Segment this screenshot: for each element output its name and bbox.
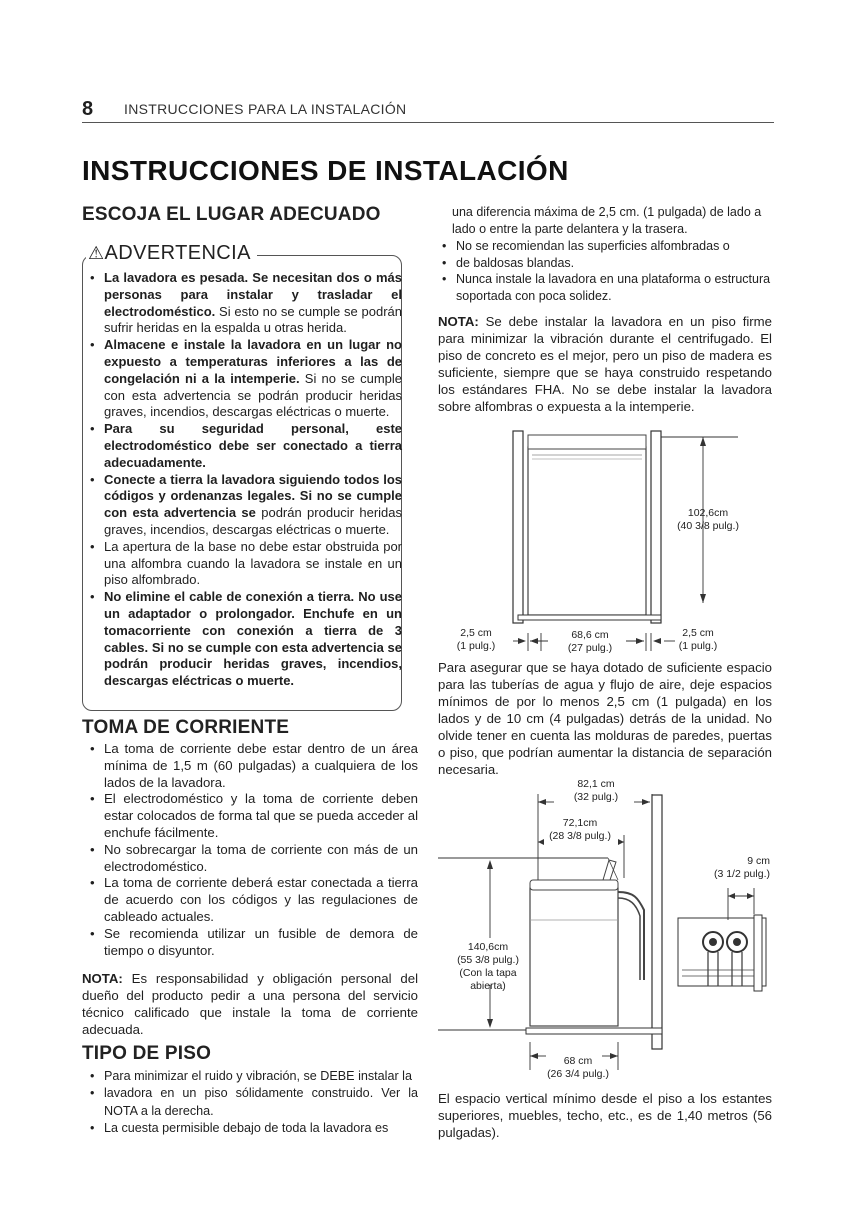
warning-heading bbox=[86, 242, 257, 265]
front-right-gap-label: 2,5 cm (1 pulg.) bbox=[678, 627, 718, 652]
vertical-space-paragraph: El espacio vertical mínimo desde el piso a los estantes superiores, muebles, techo, etc., es de 1,40 metros (56 pulgadas). bbox=[438, 1091, 772, 1140]
list-item: • La toma de corriente debe estar dentro de un área mínima de 1,5 m (60 pulgadas) a cualquiera de los lados de la lavadora. bbox=[88, 741, 418, 791]
floor-continued-text: una diferencia máxima de 2,5 cm. (1 pulgada) de lado a lado o entre la parte delantera y la trasera. bbox=[452, 205, 762, 236]
page-title: INSTRUCCIONES DE INSTALACIÓN bbox=[82, 155, 569, 186]
list-item: • La cuesta permisible debajo de toda la lavadora es bbox=[88, 1120, 418, 1137]
warning-item: • Conecte a tierra la lavadora siguiendo todos los códigos y ordenanzas legales. Si no se cumple con esta advertencia se podrán producir heridas graves, incendios, descargas eléctricas o muerte. bbox=[88, 472, 402, 539]
rear-wall bbox=[652, 795, 662, 1049]
warning-label: ADVERTENCIA bbox=[104, 242, 251, 264]
list-item: • de baldosas blandas. bbox=[440, 255, 772, 272]
list-item: • No se recomiendan las superficies alfombradas o bbox=[440, 238, 772, 255]
side-depth-label: 72,1cm (28 3/8 pulg.) bbox=[549, 817, 611, 842]
warning-triangle-icon: ⚠ bbox=[88, 243, 105, 263]
list-item: • lavadora en un piso sólidamente construido. Ver la NOTA a la derecha. bbox=[88, 1085, 418, 1120]
washer-side bbox=[530, 888, 618, 1026]
warning-item: • La apertura de la base no debe estar obstruida por una alfombra cuando la lavadora se instale en un piso alfombrado. bbox=[88, 539, 402, 589]
floor-note: NOTA: Se debe instalar la lavadora en un piso firme para minimizar la vibración durante el centrifugado. El piso de concreto es el mejor, pero un piso de madera es suficiente, siempre que se haya construido respetando los estándares FHA. No se debe instalar la lavadora sobre alfombras o expuesta a la intemperie. bbox=[438, 314, 772, 414]
running-title: INSTRUCCIONES PARA LA INSTALACIÓN bbox=[124, 101, 407, 117]
list-item: • Se recomienda utilizar un fusible de demora de tiempo o disyuntor. bbox=[88, 926, 418, 960]
washer-front bbox=[528, 447, 646, 615]
side-base-depth-label: 68 cm (26 3/4 pulg.) bbox=[547, 1055, 609, 1080]
front-clearance-diagram bbox=[438, 425, 772, 660]
page-number: 8 bbox=[82, 98, 94, 120]
list-item: • No sobrecargar la toma de corriente con más de un electrodoméstico. bbox=[88, 842, 418, 876]
section-heading-outlet: TOMA DE CORRIENTE bbox=[82, 717, 290, 738]
front-height-label: 102,6cm (40 3/8 pulg.) bbox=[677, 507, 739, 532]
warning-item: • Para su seguridad personal, este electrodoméstico debe ser conectado a tierra adecuadamente. bbox=[88, 421, 402, 471]
list-item: • El electrodoméstico y la toma de corriente deben estar colocados de forma tal que se pueda acceder al enchufe fácilmente. bbox=[88, 791, 418, 841]
floor-list bbox=[88, 1068, 418, 1138]
list-item: • Para minimizar el ruido y vibración, se DEBE instalar la bbox=[88, 1068, 418, 1085]
header-rule bbox=[82, 122, 774, 123]
right-wall bbox=[651, 431, 661, 623]
clearance-paragraph: Para asegurar que se haya dotado de suficiente espacio para las tuberías de agua y flujo de aire, deje espacios mínimos de por lo menos 2,5 cm (1 pulgada) en los lados y de 10 cm (4 pulgadas) detrás de la unidad. No olvide tener en cuenta las molduras de paredes, puertas o piso, que podrían aumentar la distancia de separación necesaria. bbox=[438, 660, 772, 777]
side-total-depth-label: 82,1 cm (32 pulg.) bbox=[573, 778, 619, 803]
outlet-note: NOTA: Es responsabilidad y obligación personal del dueño del producto pedir a una persona del servicio técnico calificado que instale la toma de corriente adecuada. bbox=[82, 971, 418, 1037]
front-width-label: 68,6 cm (27 pulg.) bbox=[567, 629, 613, 654]
side-height-label: 140,6cm (55 3/8 pulg.) (Con la tapa abierta) bbox=[457, 941, 519, 992]
warning-list bbox=[88, 270, 402, 690]
floor-list-continued bbox=[440, 238, 772, 304]
warning-item: • No elimine el cable de conexión a tierra. No use un adaptador o prolongador. Enchufe en un tomacorriente con conexión a tierra de 3 cables. Si no se cumple con esta advertencia se podrán producir heridas graves, incendios, descargas eléctricas o muerte. bbox=[88, 589, 402, 690]
outlet-list bbox=[88, 741, 418, 959]
list-item: • Nunca instale la lavadora en una plataforma o estructura soportada con poca solidez. bbox=[440, 271, 772, 304]
left-wall bbox=[513, 431, 523, 623]
front-left-gap-label: 2,5 cm (1 pulg.) bbox=[456, 627, 496, 652]
side-rear-gap-label: 9 cm (3 1/2 pulg.) bbox=[713, 855, 770, 880]
list-item: • La toma de corriente deberá estar conectada a tierra de acuerdo con los códigos y las regulaciones de cableado actuales. bbox=[88, 875, 418, 925]
section-heading-place: ESCOJA EL LUGAR ADECUADO bbox=[82, 204, 381, 225]
warning-item: • La lavadora es pesada. Se necesitan dos o más personas para instalar y trasladar el electrodoméstico. Si esto no se cumple se podrán sufrir heridas en la espalda u otras herida. bbox=[88, 270, 402, 337]
washer-lid bbox=[528, 435, 646, 449]
section-heading-floor: TIPO DE PISO bbox=[82, 1043, 212, 1064]
warning-item: • Almacene e instale la lavadora en un lugar no expuesto a temperaturas inferiores a las de congelación ni a la intemperie. Si no se cumple con esta advertencia se podrán producir heridas graves, incendios, descargas eléctricas o muerte. bbox=[88, 337, 402, 421]
